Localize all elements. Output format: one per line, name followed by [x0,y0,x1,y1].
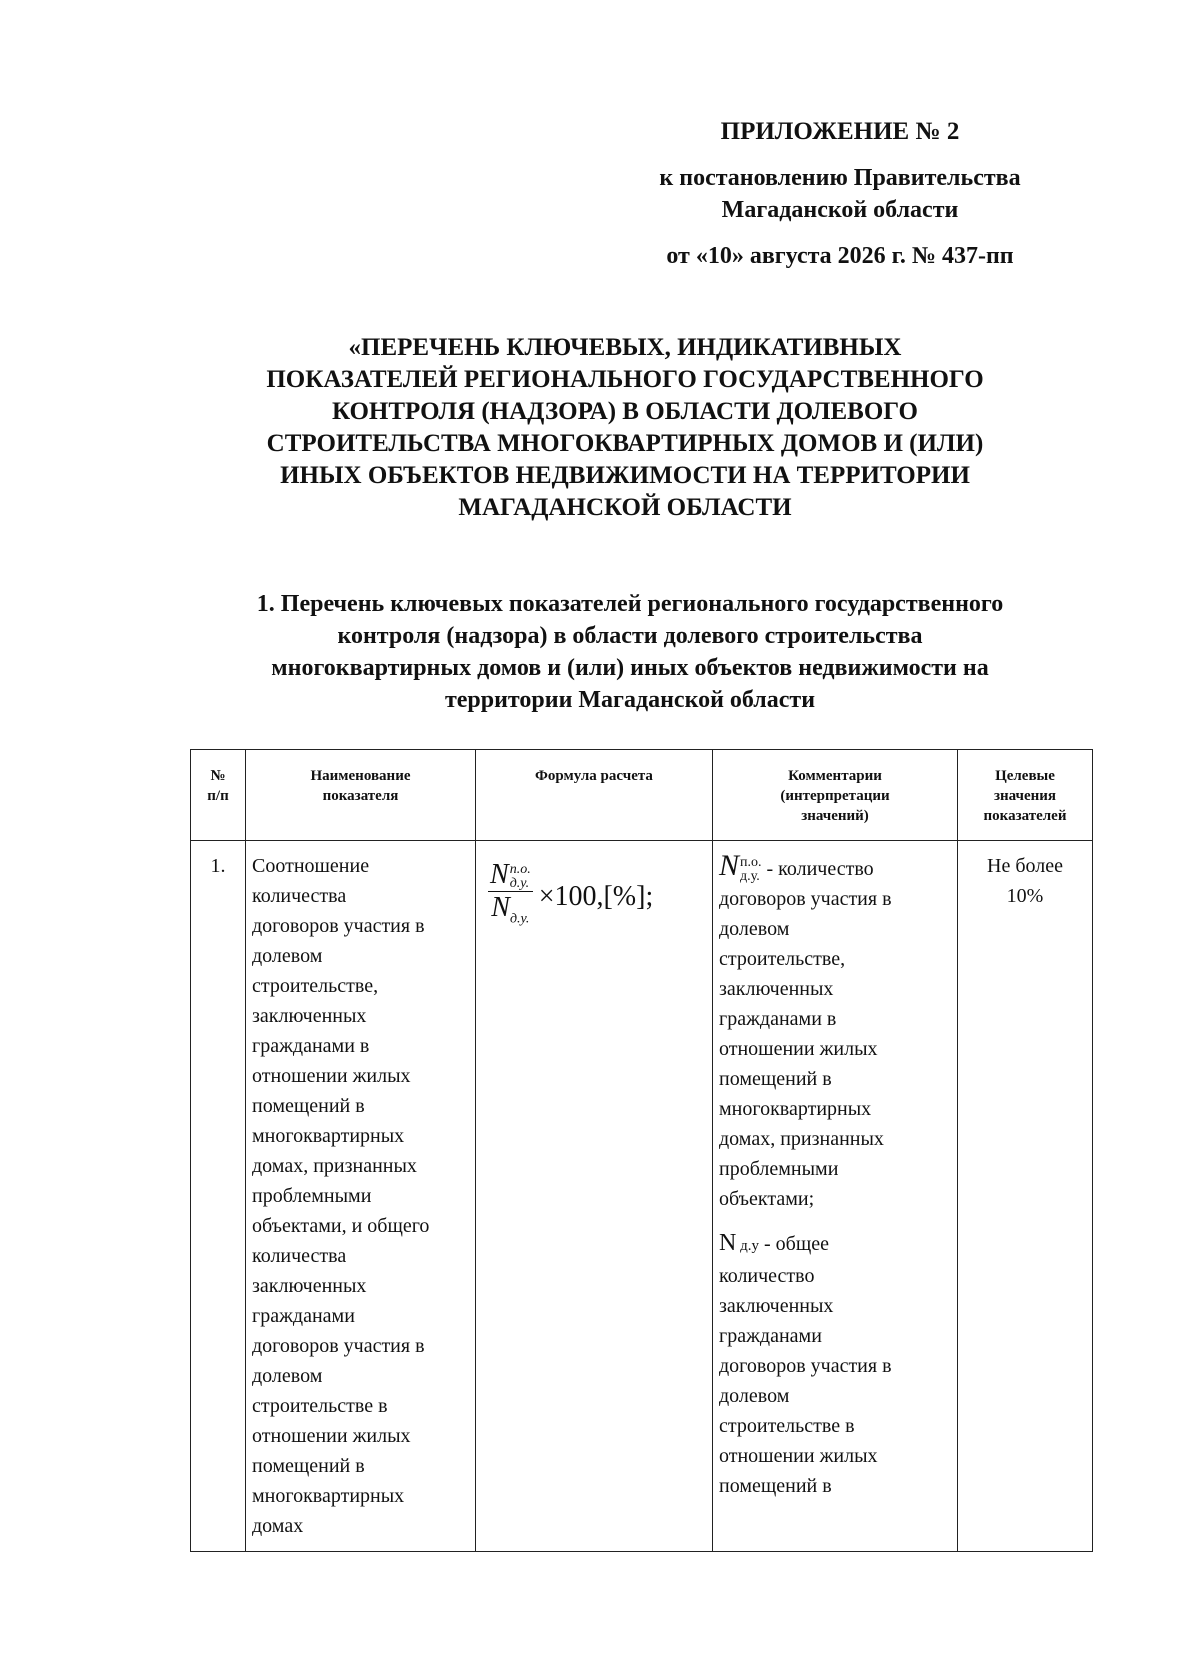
comment-line: помещений в [719,1475,832,1498]
target-line: Не более [987,855,1063,877]
name-line: долевом [252,1365,323,1387]
appendix-line-2: Магаданской области [721,197,959,223]
numerator-sup: п.о. [509,861,531,877]
formula [482,851,706,936]
comment-line: долевом [719,918,790,941]
document-title [195,332,1055,524]
comment-line: строительстве в [719,1415,855,1438]
header-target [958,750,1093,841]
name-line: отношении жилых [252,1065,411,1087]
comment-line: отношении жилых [719,1445,878,1468]
header-text: значений) [801,808,869,824]
header-name [246,750,476,841]
appendix-header [600,116,1080,272]
comment-line: проблемными [719,1158,839,1181]
name-line: долевом [252,945,323,967]
table-header-row [191,750,1093,841]
indicators-table [190,749,1093,1552]
comment-line: домах, признанных [719,1128,884,1151]
name-line: помещений в [252,1095,365,1117]
comment-text-2: - общее [758,1233,829,1256]
name-line: гражданами [252,1305,355,1327]
header-text: Целевые [995,768,1055,784]
name-line: отношении жилых [252,1425,411,1447]
comment-line: заключенных [719,978,834,1001]
formula-tail: ×100,[%]; [538,881,654,913]
name-line: договоров участия в [252,915,425,937]
table-row [191,841,1093,1552]
formula-fraction [488,859,533,936]
formula-denominator [489,892,531,936]
denominator-symbol: N [491,892,510,923]
comment-line: гражданами [719,1325,822,1348]
row-number: 1. [191,841,246,1552]
name-line: помещений в [252,1455,365,1477]
header-text: п/п [207,788,229,804]
name-line: Соотношение [252,855,370,877]
numerator-indices [510,863,531,891]
comment-line: заключенных [719,1295,834,1318]
section-line: многоквартирных домов и (или) иных объектов недвижимости на [271,655,989,681]
name-line: домах [252,1515,304,1537]
numerator-sub: д.у. [509,875,530,891]
indicator-name [246,841,476,1552]
header-text: показателей [983,808,1067,824]
comment-symbol-2-sub: д.у [736,1238,759,1255]
header-text: № [210,768,226,784]
comment-line: количество [719,1265,815,1288]
comment-line: помещений в [719,1068,832,1091]
name-line: количества [252,885,347,907]
denominator-sub: д.у. [509,911,530,927]
comment-cell [713,841,958,1552]
title-line: КОНТРОЛЯ (НАДЗОРА) В ОБЛАСТИ ДОЛЕВОГО [331,398,918,425]
formula-numerator [488,859,533,892]
comment-term-1 [719,851,951,884]
comment-line: строительстве, [719,948,846,971]
name-line: многоквартирных [252,1125,405,1147]
comment-line: многоквартирных [719,1098,872,1121]
name-line: домах, признанных [252,1155,417,1177]
header-num [191,750,246,841]
header-comment [713,750,958,841]
comment-line: договоров участия в [719,1355,892,1378]
comment-symbol-1-indices [740,856,762,884]
comment-symbol-1: N [719,849,740,882]
header-text: Комментарии [788,768,882,784]
appendix-line-1: к постановлению Правительства [659,165,1021,191]
comment-symbol-2: N [719,1230,737,1257]
comment-text-1: - количество [761,858,874,880]
name-line: проблемными [252,1185,372,1207]
title-line: «ПЕРЕЧЕНЬ КЛЮЧЕВЫХ, ИНДИКАТИВНЫХ [348,334,902,361]
title-line: МАГАДАНСКОЙ ОБЛАСТИ [458,494,792,521]
title-line: ПОКАЗАТЕЛЕЙ РЕГИОНАЛЬНОГО ГОСУДАРСТВЕННОГО [266,366,984,393]
section-line: 1. Перечень ключевых показателей регионального государственного [256,591,1004,617]
header-text: значения [993,788,1057,804]
title-line: СТРОИТЕЛЬСТВА МНОГОКВАРТИРНЫХ ДОМОВ И (ИЛИ) [266,430,984,457]
name-line: строительстве в [252,1395,388,1417]
target-line: 10% [1006,885,1044,907]
header-text: (интерпретации [780,788,890,804]
name-line: заключенных [252,1005,367,1027]
section-line: контроля (надзора) в области долевого строительства [337,623,923,649]
formula-cell [476,841,713,1552]
name-line: количества [252,1245,347,1267]
comment-line: отношении жилых [719,1038,878,1061]
header-formula [476,750,713,841]
comment-line: договоров участия в [719,888,892,911]
name-line: объектами, и общего [252,1215,430,1237]
header-text: Формула расчета [535,768,653,784]
appendix-line-3: от «10» августа 2026 г. № 437-пп [666,243,1014,269]
name-line: заключенных [252,1275,367,1297]
header-text: Наименование [310,768,411,784]
comment-term-2 [719,1228,951,1261]
comment-line: объектами; [719,1188,815,1211]
comment-line: долевом [719,1385,790,1408]
comment-symbol-1-sub: д.у. [740,869,760,885]
name-line: строительстве, [252,975,379,997]
numerator-symbol: N [490,859,509,890]
section-heading [180,588,1080,716]
appendix-title: ПРИЛОЖЕНИЕ № 2 [720,118,960,145]
title-line: ИНЫХ ОБЪЕКТОВ НЕДВИЖИМОСТИ НА ТЕРРИТОРИИ [280,462,970,489]
name-line: договоров участия в [252,1335,425,1357]
target-value [958,841,1093,1552]
name-line: гражданами в [252,1035,370,1057]
section-line: территории Магаданской области [444,687,816,713]
header-text: показателя [322,788,399,804]
comment-symbol-1-sup: п.о. [740,855,762,871]
comment-line: гражданами в [719,1008,837,1031]
name-line: многоквартирных [252,1485,405,1507]
